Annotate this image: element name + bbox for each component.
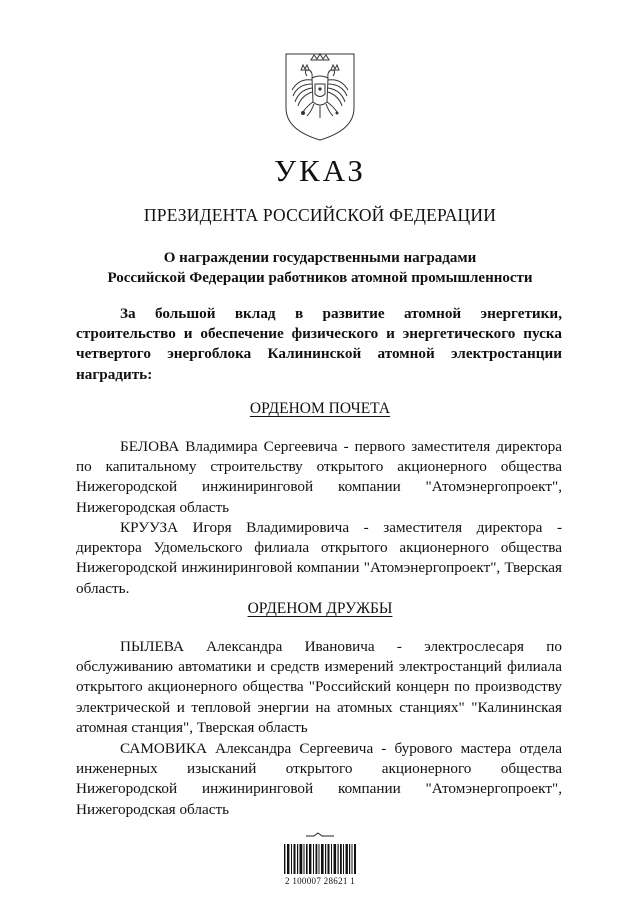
barcode-number: 2 100007 28621 1 — [284, 876, 356, 886]
award-entry-text: КРУУЗА Игоря Владимировича - заместителя директора - директора Удомельского филиала открытого акционерного общества Нижегородской инжиниринговой компании "Атомэнергопроект", Тверская область. — [76, 519, 562, 597]
preamble-paragraph — [76, 304, 562, 385]
document-title: УКАЗ — [274, 153, 366, 188]
award-entry — [76, 437, 562, 518]
award-entry-text: БЕЛОВА Владимира Сергеевича - первого заместителя директора по капитальному строительству открытого акционерного общества Нижегородской инжиниринговой компании "Атомэнергопроект", Нижегородская область — [76, 438, 562, 516]
decree-heading — [60, 248, 580, 288]
decree-heading-line: О награждении государственными наградами — [163, 250, 477, 266]
section-title-order-of-friendship: ОРДЕНОМ ДРУЖБЫ — [247, 600, 393, 617]
award-entry-text: ПЫЛЕВА Александра Ивановича - электрослесаря по обслуживанию автоматики и средств измерений электростанций филиала открытого акционерного общества "Российский концерн по производству электрической и тепловой энергии на атомных станциях" "Калининская атомная станция", Тверская область — [76, 638, 562, 736]
award-entry-text: САМОВИКА Александра Сергеевича - бурового мастера отдела инженерных изысканий открытого акционерного общества Нижегородской инжиниринговой компании "Атомэнергопроект", Нижегородская область — [76, 740, 562, 818]
award-entry — [76, 518, 562, 599]
preamble-text: За большой вклад в развитие атомной энергетики, строительство и обеспечение физического и энергетического пуска четвертого энергоблока Калининской атомной электростанции наградить: — [76, 305, 562, 383]
coat-of-arms-icon — [283, 50, 357, 142]
barcode-icon — [282, 832, 358, 876]
award-entry — [76, 637, 562, 738]
award-entry — [76, 739, 562, 820]
section-title-order-of-honor: ОРДЕНОМ ПОЧЕТА — [249, 400, 391, 417]
decree-heading-line: Российской Федерации работников атомной промышленности — [107, 270, 533, 286]
document-subtitle: ПРЕЗИДЕНТА РОССИЙСКОЙ ФЕДЕРАЦИИ — [143, 205, 497, 225]
